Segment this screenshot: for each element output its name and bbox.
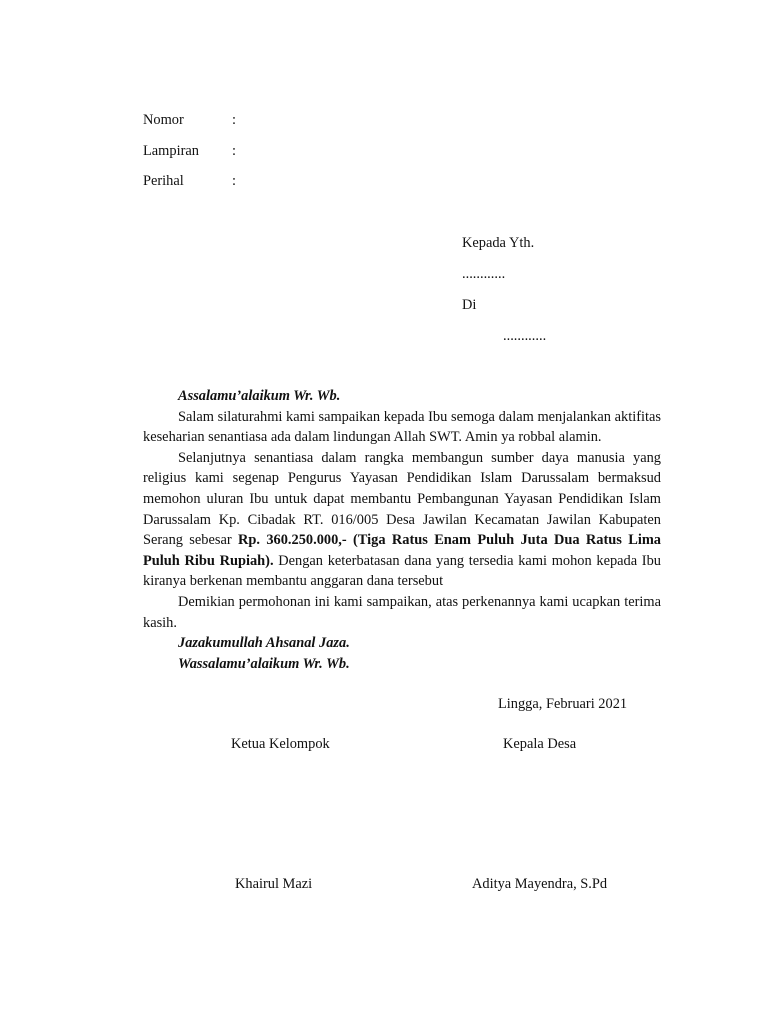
left-signer-name: Khairul Mazi [235,876,313,892]
paragraph-2-text-1: Selanjutnya senantiasa dalam rangka membangun sumber daya manusia yang religius kami segenap Pengurus Yayasan Pendidikan Islam Darussalam bermaksud memohon uluran Ibu untuk dapat membantu Pembangunan Yayasan Pendidikan Islam Darussalam Kp. Cibadak RT. 016/005 Desa Jawilan Kecamatan Jawilan Kabupaten Serang sebesar [143,449,661,549]
right-signer-name: Aditya Mayendra, S.Pd [472,876,608,892]
donation-amount: Rp. 360.250.000,- (Tiga Ratus Enam Puluh Juta Dua Ratus Lima Puluh Ribu Rupiah). [143,532,662,569]
lampiran-label: Lampiran [143,143,199,159]
perihal-label: Perihal [143,173,184,189]
nomor-label: Nomor [143,112,184,128]
right-signer-title: Kepala Desa [503,736,577,752]
place-date: Lingga, Februari 2021 [498,696,628,712]
lampiran-colon: : [232,143,236,159]
paragraph-2-text-2: Dengan keterbatasan dana yang tersedia kami mohon kepada Ibu kiranya berkenan membantu anggaran dana tersebut [143,552,661,590]
paragraph-2 [143,448,661,592]
greeting: Assalamu’alaikum Wr. Wb. [178,388,341,404]
nomor-colon: : [232,112,236,128]
perihal-colon: : [232,173,236,189]
closing-2: Wassalamu’alaikum Wr. Wb. [178,655,350,672]
recipient-line-2: ............ [462,266,506,282]
recipient-line-3: Di [462,297,477,313]
closing-1: Jazakumullah Ahsanal Jaza. [178,635,350,652]
recipient-line-1: Kepada Yth. [462,235,535,251]
left-signer-title: Ketua Kelompok [231,736,330,752]
paragraph-1: Salam silaturahmi kami sampaikan kepada Ibu semoga dalam menjalankan aktifitas keseharian senantiasa ada dalam lindungan Allah SWT. Amin ya robbal alamin. [143,408,661,446]
letter-body [143,386,661,674]
recipient-line-4: ............ [503,328,547,344]
paragraph-3: Demikian permohonan ini kami sampaikan, atas perkenannya kami ucapkan terima kasih. [143,593,661,631]
